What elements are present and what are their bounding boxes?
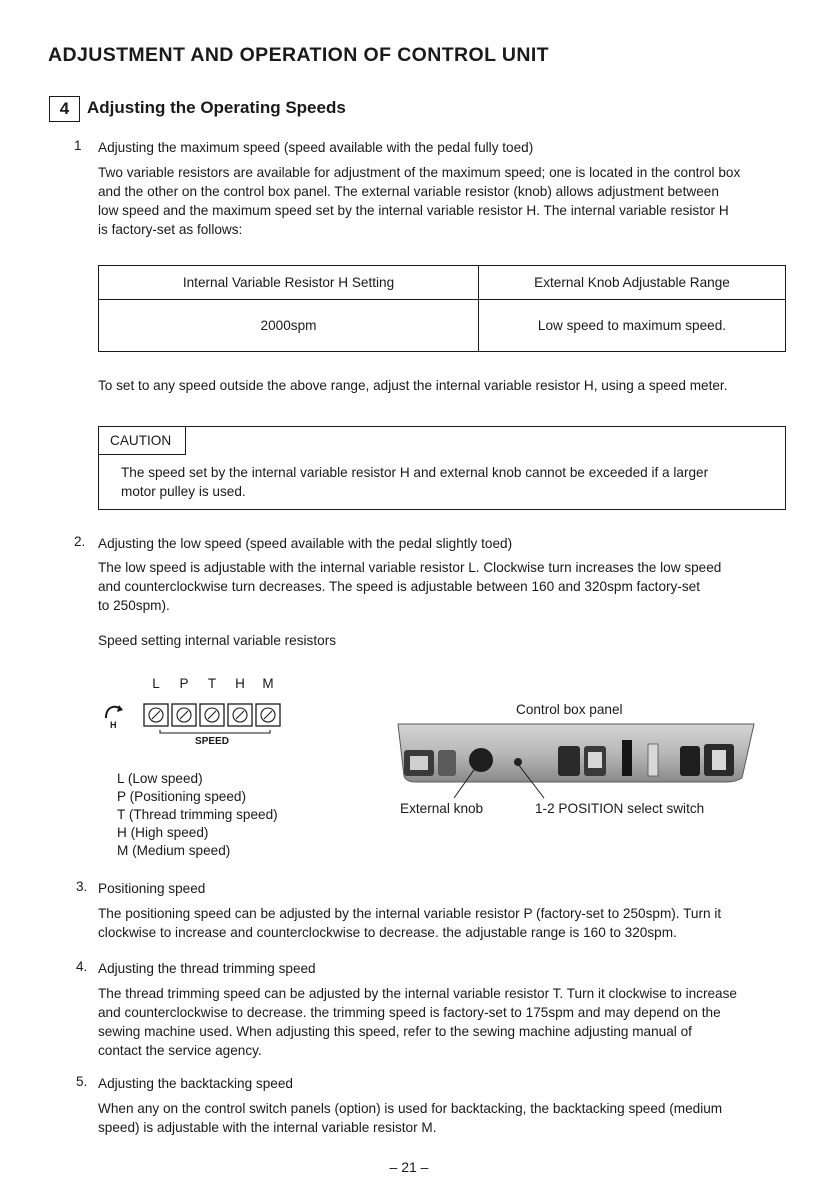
resistor-legend bbox=[117, 770, 278, 860]
resistor-letter: H bbox=[235, 676, 245, 691]
table-header: External Knob Adjustable Range bbox=[479, 266, 786, 300]
select-switch-label: 1-2 POSITION select switch bbox=[535, 801, 705, 816]
table-cell: Low speed to maximum speed. bbox=[479, 300, 786, 352]
caution-text: The speed set by the internal variable resistor H and external knob cannot be exceeded if a larger bbox=[121, 465, 709, 480]
section-title: Adjusting the Operating Speeds bbox=[87, 98, 346, 117]
item-body-line: clockwise to increase and counterclockwise to decrease. the adjustable range is 160 to 320spm. bbox=[98, 925, 677, 940]
resistor-diagram bbox=[100, 672, 290, 752]
item-heading: Adjusting the backtacking speed bbox=[98, 1076, 293, 1091]
panel-leader-lines bbox=[396, 750, 758, 802]
item-heading: Adjusting the maximum speed (speed available with the pedal fully toed) bbox=[98, 140, 534, 155]
caution-label: CAUTION bbox=[99, 427, 186, 455]
item-body-line: The low speed is adjustable with the internal variable resistor L. Clockwise turn increases the low speed bbox=[98, 560, 722, 575]
resistor-caption: Speed setting internal variable resistors bbox=[98, 633, 337, 648]
item-number: 3. bbox=[76, 879, 88, 894]
item-body-line: and counterclockwise to decrease. the trimming speed is factory-set to 175spm and may depend on the bbox=[98, 1005, 721, 1020]
item-number: 4. bbox=[76, 959, 88, 974]
outside-range-note: To set to any speed outside the above range, adjust the internal variable resistor H, using a speed meter. bbox=[98, 378, 728, 393]
resistor-letter: L bbox=[152, 676, 160, 691]
speed-setting-table bbox=[98, 265, 786, 352]
item-body-line: and counterclockwise turn decreases. The speed is adjustable between 160 and 320spm factory-set bbox=[98, 579, 701, 594]
item-heading: Positioning speed bbox=[98, 881, 206, 896]
item-number: 5. bbox=[76, 1074, 88, 1089]
item-body-line: contact the service agency. bbox=[98, 1043, 262, 1058]
item-body-line: speed) is adjustable with the internal variable resistor M. bbox=[98, 1120, 437, 1135]
item-body-line: The thread trimming speed can be adjusted by the internal variable resistor T. Turn it clockwise to increase bbox=[98, 986, 737, 1001]
section-number: 4 bbox=[49, 96, 80, 122]
resistor-row bbox=[144, 704, 280, 726]
h-mark: H bbox=[110, 720, 117, 730]
item-body-line: and the other on the control box panel. The external variable resistor (knob) allows adjustment between bbox=[98, 184, 719, 199]
item-body-line: to 250spm). bbox=[98, 598, 170, 613]
legend-item: P (Positioning speed) bbox=[117, 789, 246, 804]
table-cell: 2000spm bbox=[99, 300, 479, 352]
item-body-line: The positioning speed can be adjusted by the internal variable resistor P (factory-set to 250spm). Turn it bbox=[98, 906, 722, 921]
caution-box bbox=[98, 426, 786, 510]
item-heading: Adjusting the low speed (speed available with the pedal slightly toed) bbox=[98, 536, 513, 551]
item-number: 1 bbox=[74, 138, 82, 153]
panel-title: Control box panel bbox=[516, 702, 623, 717]
table-header: Internal Variable Resistor H Setting bbox=[99, 266, 479, 300]
legend-item: M (Medium speed) bbox=[117, 843, 231, 858]
speed-label: SPEED bbox=[195, 736, 229, 747]
item-body-line: When any on the control switch panels (option) is used for backtacking, the backtacking speed (medium bbox=[98, 1101, 723, 1116]
page-number: – 21 – bbox=[389, 1159, 429, 1175]
legend-item: L (Low speed) bbox=[117, 771, 203, 786]
legend-item: T (Thread trimming speed) bbox=[117, 807, 278, 822]
item-body-line: is factory-set as follows: bbox=[98, 222, 243, 237]
item-body-line: sewing machine used. When adjusting this speed, refer to the sewing machine adjusting manual of bbox=[98, 1024, 692, 1039]
external-knob-label: External knob bbox=[400, 801, 484, 816]
item-body-line: low speed and the maximum speed set by the internal variable resistor H. The internal variable resistor H bbox=[98, 203, 729, 218]
item-body-line: Two variable resistors are available for adjustment of the maximum speed; one is located in the control box bbox=[98, 165, 741, 180]
legend-item: H (High speed) bbox=[117, 825, 209, 840]
item-heading: Adjusting the thread trimming speed bbox=[98, 961, 316, 976]
resistor-letter: T bbox=[207, 676, 217, 691]
resistor-letter: P bbox=[179, 676, 189, 691]
item-number: 2. bbox=[74, 534, 86, 549]
page-title: ADJUSTMENT AND OPERATION OF CONTROL UNIT bbox=[48, 44, 549, 66]
caution-text: motor pulley is used. bbox=[121, 484, 246, 499]
resistor-letter: M bbox=[262, 676, 274, 691]
